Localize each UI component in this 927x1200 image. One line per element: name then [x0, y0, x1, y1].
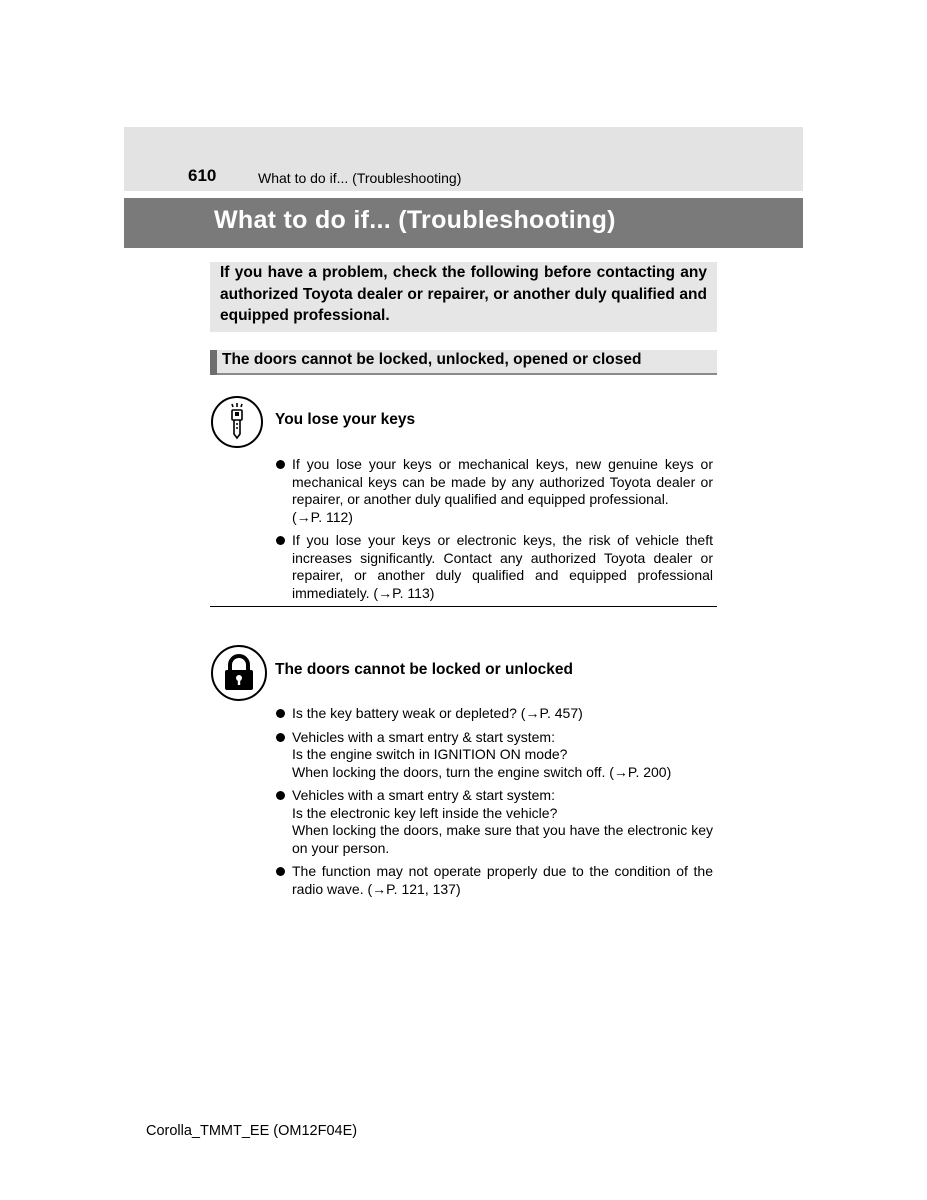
- running-head: What to do if... (Troubleshooting): [258, 170, 462, 186]
- divider: [210, 606, 717, 607]
- list-item: [275, 863, 713, 898]
- bullet-dot: [276, 733, 285, 742]
- section-bar-accent: [210, 350, 217, 375]
- list-item: [275, 532, 713, 602]
- header-band: [124, 127, 803, 191]
- section-title: The doors cannot be locked, unlocked, opened or closed: [222, 351, 642, 368]
- bullet-dot: [276, 867, 285, 876]
- bullet-list-lost-keys: [275, 456, 713, 608]
- bullet-text: If you lose your keys or electronic keys, the risk of vehicle theft increases significantly. Contact any authorized Toyota dealer or repairer, or another duly qualified and equipped professional immediately. (→P. 113): [292, 532, 713, 601]
- padlock-icon: [211, 645, 267, 701]
- bullet-text: When locking the doors, turn the engine switch off. (→P. 200): [292, 763, 672, 780]
- page-title: What to do if... (Troubleshooting): [214, 206, 616, 234]
- page-number: 610: [188, 166, 217, 185]
- topic-title-doors-lock: The doors cannot be locked or unlocked: [275, 661, 573, 678]
- bullet-text: Is the key battery weak or depleted? (→P. 457): [292, 705, 583, 721]
- bullet-text: The function may not operate properly due to the condition of the radio wave. (→P. 121, 137): [292, 863, 713, 897]
- bullet-text: When locking the doors, make sure that you have the electronic key on your person.: [292, 822, 713, 856]
- bullet-text: Vehicles with a smart entry & start system:: [292, 787, 555, 803]
- list-item: [275, 705, 713, 723]
- intro-text: If you have a problem, check the following before contacting any authorized Toyota dealer or repairer, or another duly qualified and equipped professional.: [220, 264, 707, 324]
- bullet-dot: [276, 536, 285, 545]
- bullet-dot: [276, 460, 285, 469]
- bullet-list-doors-lock: [275, 705, 713, 904]
- topic-title-lost-keys: You lose your keys: [275, 411, 416, 428]
- list-item: [275, 729, 713, 782]
- bullet-dot: [276, 791, 285, 800]
- footer: Corolla_TMMT_EE (OM12F04E): [146, 1123, 358, 1139]
- bullet-text: Vehicles with a smart entry & start system:: [292, 728, 555, 745]
- page-reference: (→P. 112): [292, 508, 353, 525]
- bullet-text: If you lose your keys or mechanical keys, new genuine keys or mechanical keys can be made by any authorized Toyota dealer or repairer, or another duly qualified and equipped professional.: [292, 456, 713, 507]
- bullet-text: Is the engine switch in IGNITION ON mode?: [292, 746, 568, 762]
- list-item: [275, 787, 713, 857]
- key-icon: [211, 396, 263, 448]
- bullet-text: Is the electronic key left inside the vehicle?: [292, 804, 558, 821]
- bullet-dot: [276, 709, 285, 718]
- list-item: [275, 456, 713, 526]
